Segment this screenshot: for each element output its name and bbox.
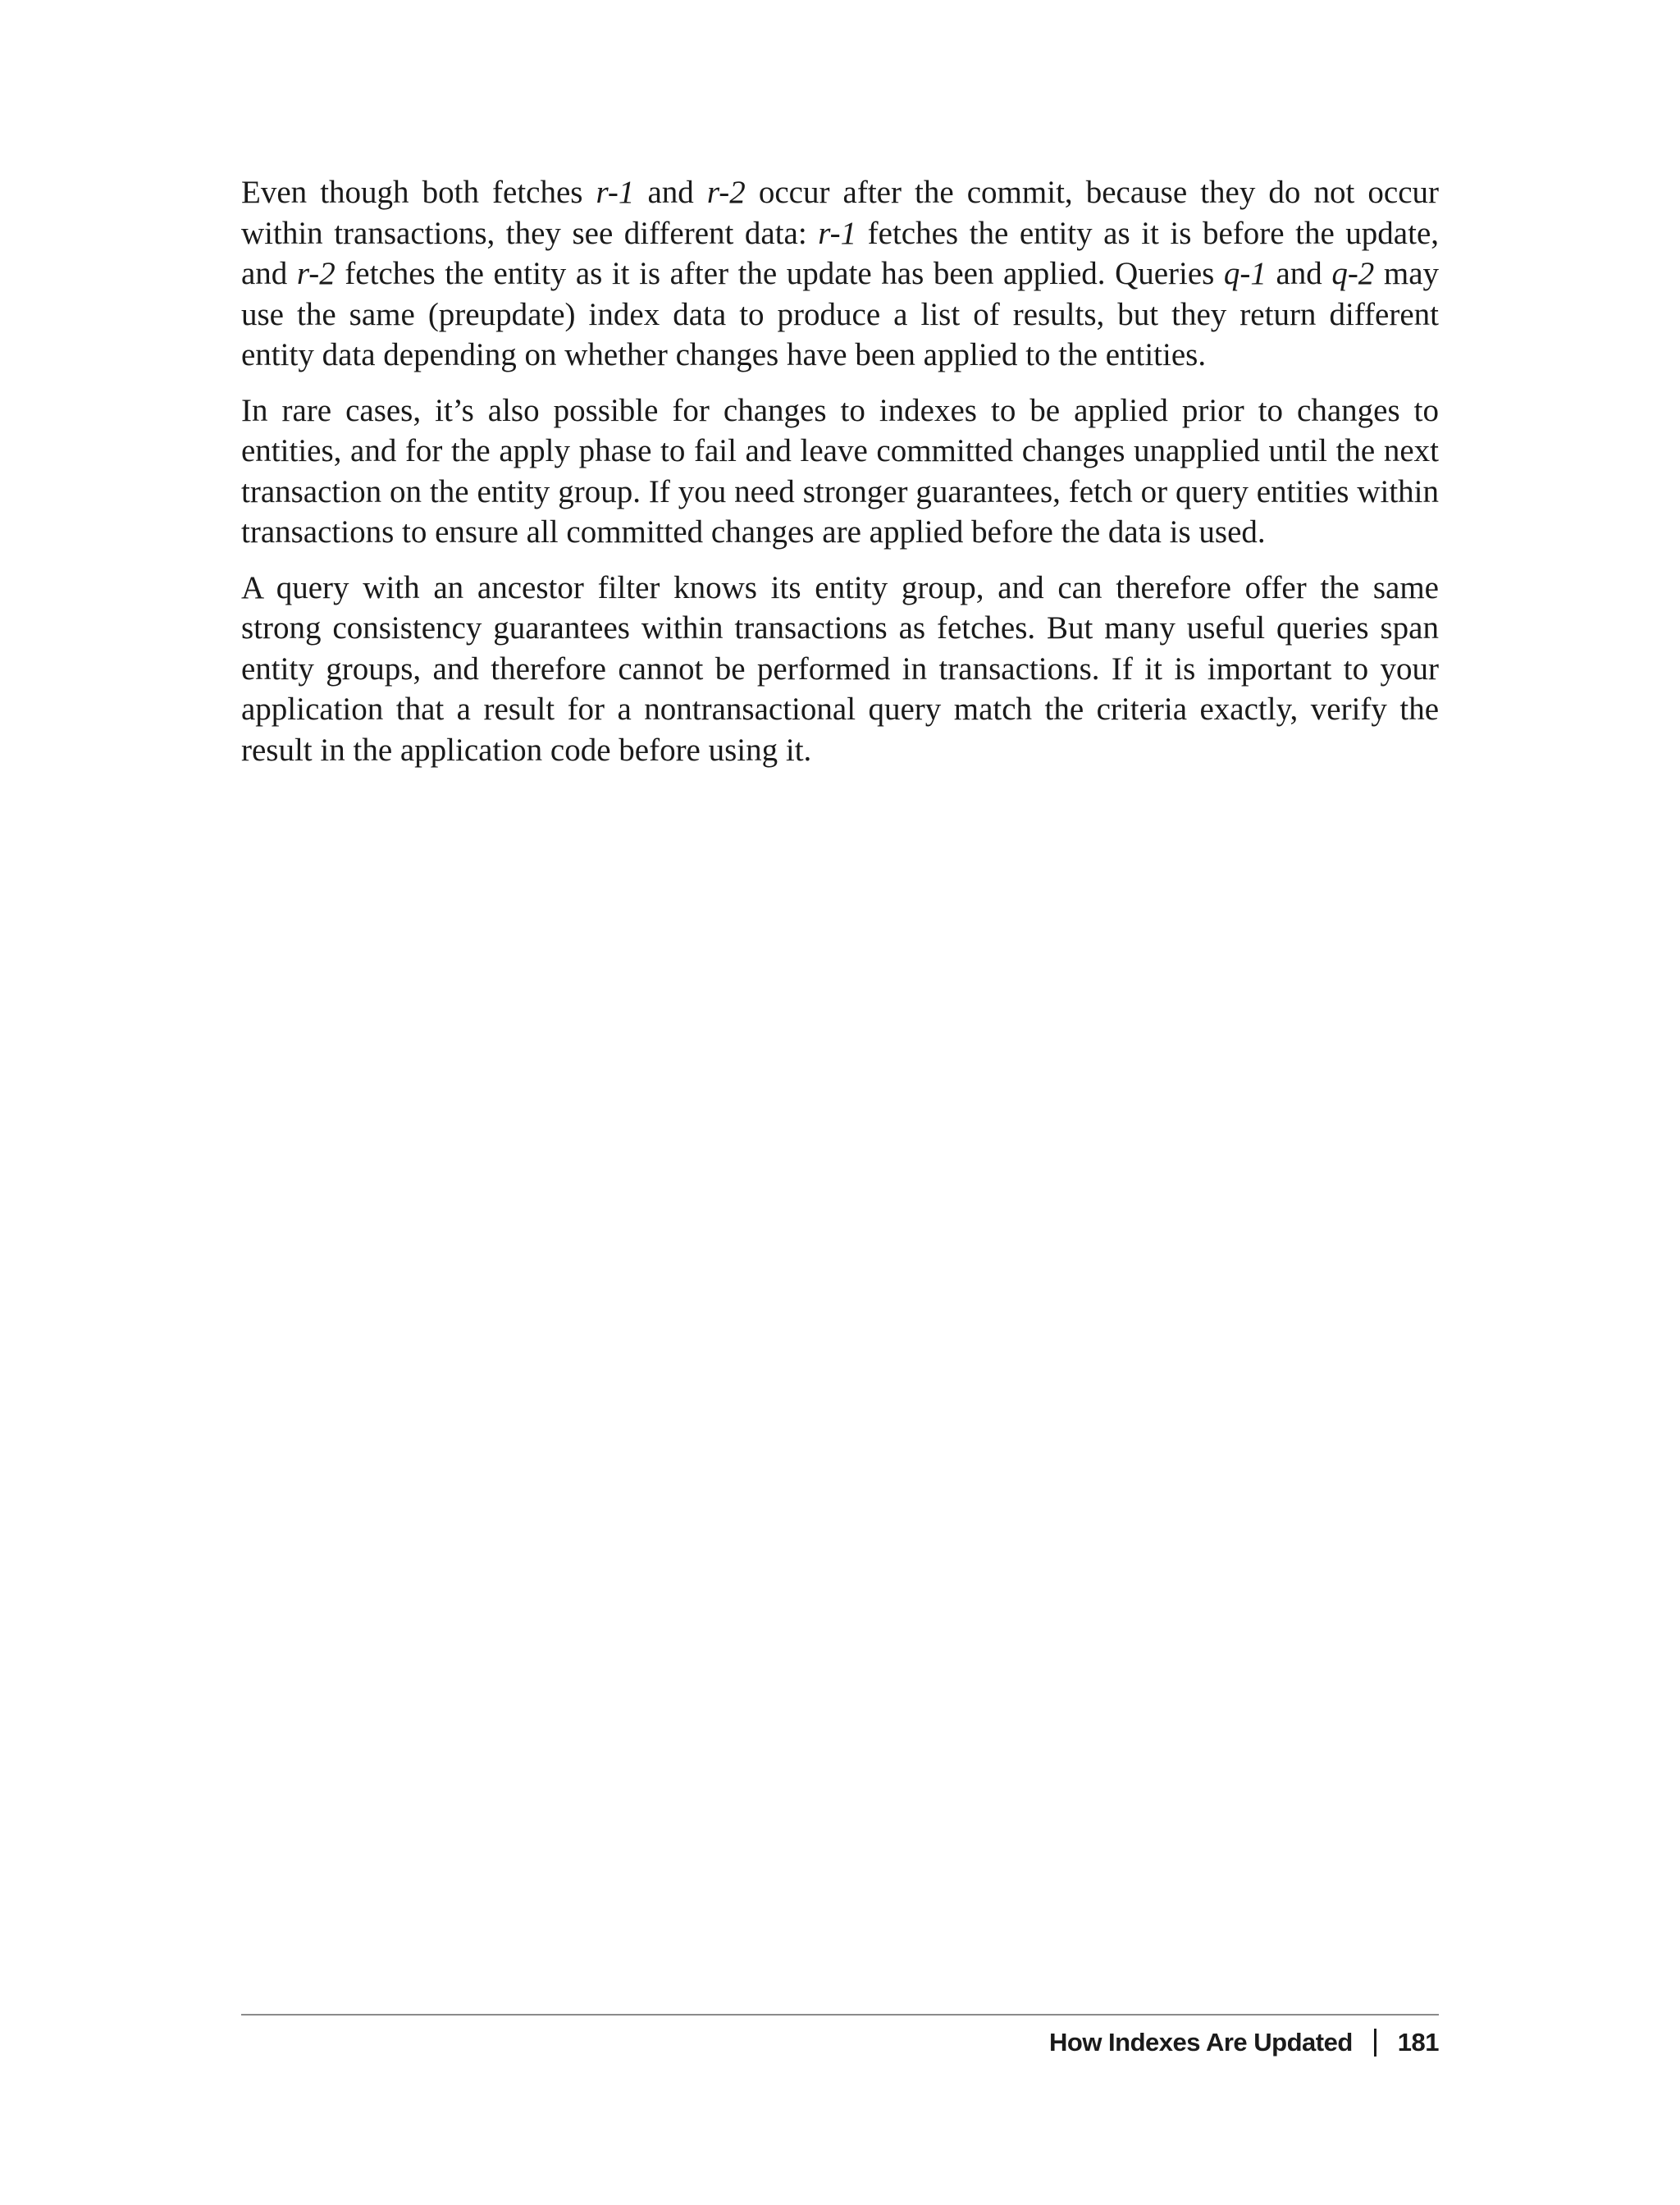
page-footer [1049,2023,1439,2062]
footer-divider [241,2014,1439,2016]
paragraph-1-text: occur after the commit, because they do not occur within transactions, they see different data: [241,175,1440,251]
term-r-2: r-2 [296,256,336,291]
term-r-2: r-2 [706,175,746,210]
footer-separator [1374,2029,1376,2057]
paragraph-1-text: fetches the entity as it is before the update, and [241,215,1439,291]
paragraph-2: In rare cases, it’s also possible for changes to indexes to be applied prior to changes to entities, and for the apply phase to fail and leave committed changes unapplied until the next transaction on the entity group. If you need stronger guarantees, fetch or query entities within transactions to ensure all committed changes are applied before the data is used. [241,392,1439,550]
footer-section-title: How Indexes Are Updated [1049,2028,1353,2057]
paragraph-1-text: fetches the entity as it is after the update has been applied. Queries [335,256,1224,291]
paragraph-1-text: Even though both fetches [241,175,596,210]
paragraph-3: A query with an ancestor filter knows its entity group, and can therefore offer the same strong consistency guarantees within transactions as fetches. But many useful queries span entity groups, and therefore cannot be performed in transactions. If it is important to your application that a result for a nontransactional query match the criteria exactly, verify the result in the application code before using it. [241,569,1439,768]
term-r-1: r-1 [596,175,635,210]
term-r-1: r-1 [818,215,857,251]
paragraph-1-text: may use the same (preupdate) index data to produce a list of results, but they return different entity data depending on whether changes have been applied to the entities. [241,256,1440,372]
term-q-1: q-1 [1223,256,1267,291]
body-text [241,172,1439,785]
paragraph-1 [241,172,1439,376]
term-q-2: q-2 [1331,256,1375,291]
page-number: 181 [1397,2028,1439,2057]
paragraph-1-text: and [634,175,707,210]
paragraph-1-text: and [1266,256,1332,291]
